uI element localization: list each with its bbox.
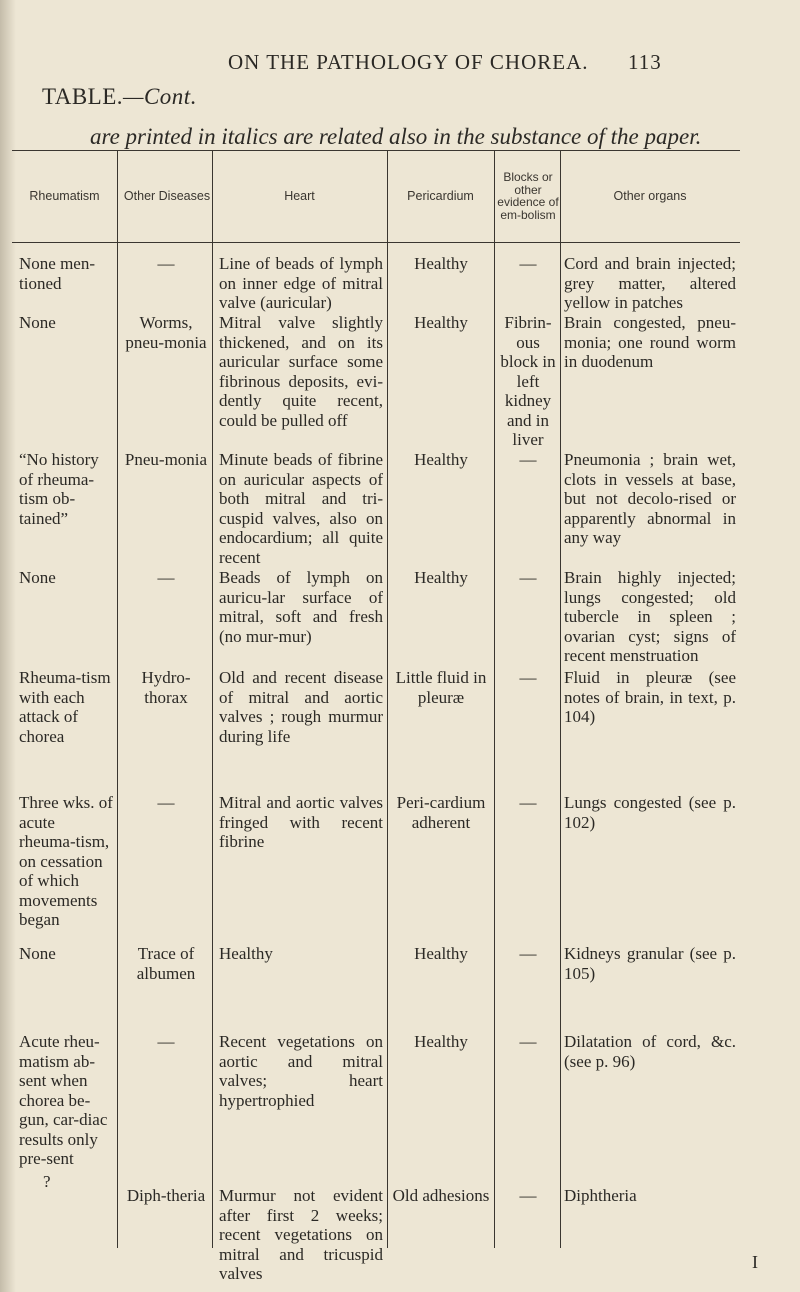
column-divider xyxy=(117,150,118,1248)
table-row-2-other-diseases: Worms, pneu-monia xyxy=(125,313,207,352)
table-row-7-rheumatism: None xyxy=(19,944,56,963)
table-row-2-embolism: Fibrin-ous block in left kidney and in liver xyxy=(500,313,556,449)
table-row-4-heart: Beads of lymph on auricu-lar surface of mitral, soft and fresh (no mur-mur) xyxy=(219,568,383,646)
column-divider xyxy=(387,150,388,1248)
table-row-7-heart: Healthy xyxy=(219,944,273,963)
table-row-1-pericardium: Healthy xyxy=(414,254,468,273)
table-row-1-embolism: — xyxy=(519,254,537,273)
table-row-9-other-organs: Diphtheria xyxy=(564,1186,637,1205)
column-header-heart: Heart xyxy=(284,188,315,203)
column-divider xyxy=(560,150,561,1248)
table-header-rule xyxy=(12,242,740,243)
table-row-9-heart: Murmur not evident after first 2 weeks; recent vegetations on mitral and tricuspid valves xyxy=(219,1186,383,1283)
table-row-6-other-organs: Lungs congested (see p. 102) xyxy=(564,793,736,832)
table-row-2-heart: Mitral valve slightly thickened, and on its auricular surface some fibrinous deposits, evi-dently quite recent, could be pulled off xyxy=(219,313,383,430)
table-row-6-other-diseases: — xyxy=(157,793,175,812)
table-row-9-rheumatism: ? xyxy=(43,1172,51,1191)
table-row-7-other-organs: Kidneys granular (see p. 105) xyxy=(564,944,736,983)
table-row-5-pericardium: Little fluid in pleuræ xyxy=(395,668,487,707)
running-title: ON THE PATHOLOGY OF CHOREA. xyxy=(228,50,589,74)
table-row-8-other-organs: Dilatation of cord, &c. (see p. 96) xyxy=(564,1032,736,1071)
table-row-7-pericardium: Healthy xyxy=(414,944,468,963)
table-row-4-rheumatism: None xyxy=(19,568,56,587)
table-row-4-other-diseases: — xyxy=(157,568,175,587)
table-row-5-other-diseases: Hydro-thorax xyxy=(141,668,191,707)
pathology-table xyxy=(12,150,740,1283)
column-header-other-organs: Other organs xyxy=(613,188,687,203)
column-header-other-diseases: Other Diseases xyxy=(123,188,211,203)
column-header-rheumatism: Rheumatism xyxy=(29,188,100,203)
table-row-2-pericardium: Healthy xyxy=(414,313,468,332)
table-row-5-heart: Old and recent disease of mitral and aortic valves ; rough murmur during life xyxy=(219,668,383,746)
table-row-7-embolism: — xyxy=(519,944,537,963)
column-header-pericardium: Pericardium xyxy=(407,188,474,203)
column-divider xyxy=(212,150,213,1248)
table-row-3-other-diseases: Pneu-monia xyxy=(124,450,208,469)
table-title xyxy=(42,84,197,110)
table-row-1-other-organs: Cord and brain injected; grey matter, altered yellow in patches xyxy=(564,254,736,312)
table-row-3-embolism: — xyxy=(519,450,537,469)
table-row-8-pericardium: Healthy xyxy=(414,1032,468,1051)
table-row-4-other-organs: Brain highly injected; lungs congested; old tubercle in spleen ; ovarian cyst; signs of recent menstruation xyxy=(564,568,736,665)
table-row-1-rheumatism: None men-tioned xyxy=(19,254,96,293)
table-row-6-heart: Mitral and aortic valves fringed with recent fibrine xyxy=(219,793,383,851)
signature-mark: I xyxy=(752,1252,758,1272)
table-row-3-heart: Minute beads of fibrine on auricular aspects of both mitral and tri-cuspid valves, also on endocardium; all quite recent xyxy=(219,450,383,567)
column-header-embolism: Blocks or other evidence of em-bolism xyxy=(497,170,559,222)
table-row-3-rheumatism: “No history of rheuma-tism ob-tained” xyxy=(19,450,99,528)
table-row-5-other-organs: Fluid in pleuræ (see notes of brain, in text, p. 104) xyxy=(564,668,736,726)
table-row-6-embolism: — xyxy=(519,793,537,812)
table-row-8-embolism: — xyxy=(519,1032,537,1051)
table-row-6-rheumatism: Three wks. of acute rheuma-tism, on cessation of which movements began xyxy=(19,793,113,929)
table-subtitle: are printed in italics are related also in the substance of the paper. xyxy=(90,124,702,149)
table-row-5-embolism: — xyxy=(519,668,537,687)
page-number: 113 xyxy=(628,50,662,74)
table-row-5-rheumatism: Rheuma-tism with each attack of chorea xyxy=(19,668,111,746)
table-title-cont: —Cont. xyxy=(123,84,197,109)
table-row-2-other-organs: Brain congested, pneu-monia; one round worm in duodenum xyxy=(564,313,736,371)
table-row-4-embolism: — xyxy=(519,568,537,587)
table-row-4-pericardium: Healthy xyxy=(414,568,468,587)
table-row-7-other-diseases: Trace of albumen xyxy=(136,944,196,983)
table-row-8-other-diseases: — xyxy=(157,1032,175,1051)
table-row-1-heart: Line of beads of lymph on inner edge of mitral valve (auricular) xyxy=(219,254,383,312)
table-row-9-embolism: — xyxy=(519,1186,537,1205)
table-row-2-rheumatism: None xyxy=(19,313,56,332)
column-divider xyxy=(494,150,495,1248)
table-row-8-heart: Recent vegetations on aortic and mitral valves; heart hypertrophied xyxy=(219,1032,383,1110)
table-row-3-pericardium: Healthy xyxy=(414,450,468,469)
table-row-6-pericardium: Peri-cardium adherent xyxy=(396,793,486,832)
table-title-main: TABLE. xyxy=(42,84,124,109)
table-row-8-rheumatism: Acute rheu-matism ab-sent when chorea be-gun, car-diac results only pre-sent xyxy=(19,1032,108,1168)
table-row-9-pericardium: Old adhesions xyxy=(392,1186,490,1205)
table-row-1-other-diseases: — xyxy=(157,254,175,273)
table-row-3-other-organs: Pneumonia ; brain wet, clots in vessels at base, but not decolo-rised or apparently abnormal in any way xyxy=(564,450,736,547)
table-row-9-other-diseases: Diph-theria xyxy=(126,1186,206,1205)
